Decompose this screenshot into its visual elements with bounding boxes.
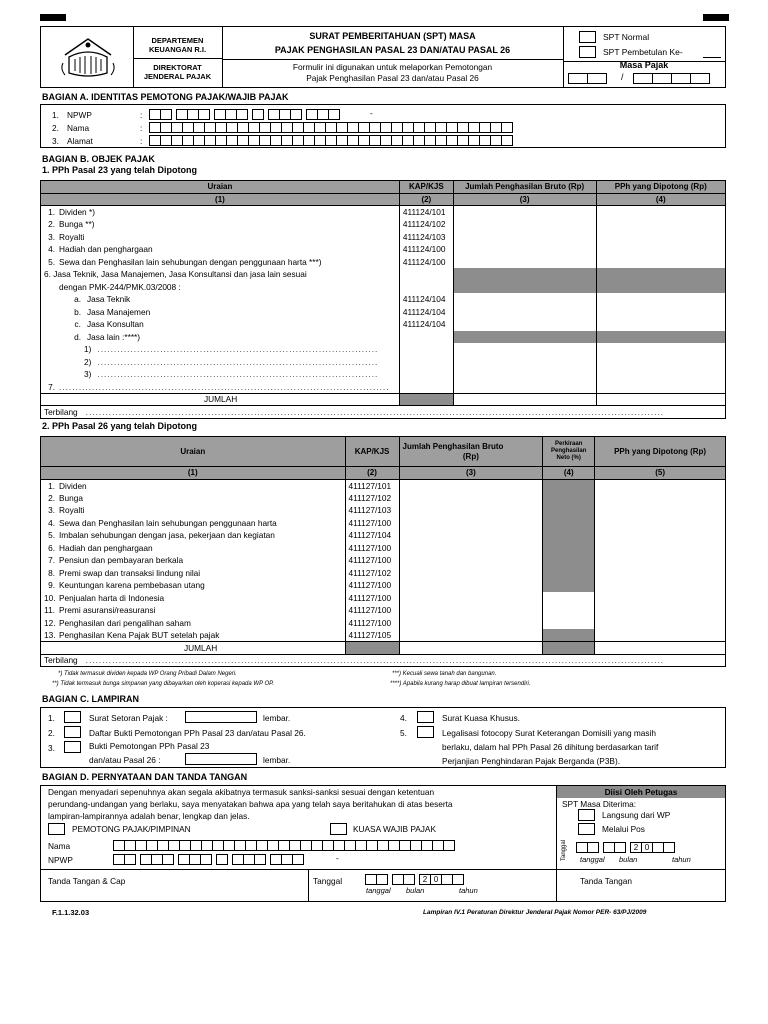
form-description-1: Formulir ini digunakan untuk melaporkan Pemotongan [292, 62, 493, 72]
pph26-total-row: JUMLAH [41, 642, 726, 655]
bukti-count-input[interactable] [185, 753, 257, 765]
petugas-header: Diisi Oleh Petugas [604, 787, 678, 797]
form-subtitle: PAJAK PENGHASILAN PASAL 23 DAN/ATAU PASAL 26 [274, 45, 511, 55]
lampiran-daftar-checkbox[interactable] [64, 726, 81, 738]
pph23-row: 1) ..................................................................................... [41, 343, 726, 356]
pph23-row: b. Jasa Manajemen 411124/104 [41, 306, 726, 319]
nama-input[interactable] [149, 122, 512, 133]
section-b2-title: 2. PPh Pasal 26 yang telah Dipotong [42, 421, 198, 431]
ttd-cap-label: Tanda Tangan & Cap [48, 876, 126, 886]
directorate-label: DIREKTORAT JENDERAL PAJAK [143, 63, 212, 81]
section-d-title: BAGIAN D. PERNYATAAN DAN TANDA TANGAN [42, 772, 248, 782]
pph23-row: 6. Jasa Teknik, Jasa Manajemen, Jasa Konsultansi dan jasa lain sesuai [41, 268, 726, 281]
nama-d-input[interactable] [113, 840, 454, 851]
section-b1-title: 1. PPh Pasal 23 yang telah Dipotong [42, 165, 198, 175]
npwp-d-label: NPWP [48, 855, 73, 865]
npwp-input[interactable] [149, 109, 339, 120]
pph26-row: 9. Keuntungan karena pembebasan utang 411127/100 [41, 579, 726, 592]
section-a-title: BAGIAN A. IDENTITAS PEMOTONG PAJAK/WAJIB PAJAK [42, 92, 289, 102]
spt-pembetulan-label: SPT Pembetulan Ke- [603, 47, 683, 57]
pph23-total-row: JUMLAH [41, 393, 726, 406]
masa-pajak-to[interactable] [633, 73, 709, 84]
pos-checkbox[interactable] [578, 823, 595, 835]
pph26-row: 12. Penghasilan dari pengalihan saham 411127/100 [41, 617, 726, 630]
pph26-table: Uraian KAP/KJS Jumlah Penghasilan Bruto (Rp) Perkiraan Penghasilan Neto (%) PPh yang Dipotong (Rp) (1) (2) (3) (4) (5) 1. Dividen 411127/101 2. Bunga 411127/102 3. Royalti 411127/103 4. Sewa dan Penghasilan lain sehubungan penggunaan harta 411127/100 5. Imbalan sehubungan dengan jasa, pekerjaan dan kegiatan 411127/104 6. Hadiah dan penghargaan 411127/100 7. Pensiun dan pembayaran berkala 411127/100 8. Premi swap dan transaksi lindung nilai 411127/102 9. Keuntungan karena pembebasan utang 411127/100 10. Penjualan harta di Indonesia 411127/100 11. Premi asuransi/reasuransi 411127/100 12. Penghasilan dari pengalihan saham 411127/100 13. Penghasilan Kena Pajak BUT setelah pajak 411127/105 JUMLAH Terbilang ............................................................................................................................................................................... [40, 436, 726, 667]
corner-mark-left [40, 14, 66, 21]
pph23-row: dengan PMK-244/PMK.03/2008 : [41, 281, 726, 294]
pph23-terbilang-row: Terbilang ............................................................................................................................................................................... [41, 406, 726, 419]
form-description-2: Pajak Penghasilan Pasal 23 dan/atau Pasal 26 [306, 73, 479, 83]
masa-pajak-label: Masa Pajak [619, 60, 669, 70]
pph23-row: 3) ..................................................................................... [41, 368, 726, 381]
pph26-row: 6. Hadiah dan penghargaan 411127/100 [41, 542, 726, 555]
tanggal-label: Tanggal [313, 876, 343, 886]
alamat-label: Alamat [67, 136, 93, 146]
npwp-label: NPWP [67, 110, 92, 120]
spt-pembetulan-checkbox[interactable] [579, 46, 596, 58]
footnote-2: **) Tidak termasuk bunga simpanan yang dibayarkan oleh koperasi kepada WP OP. [52, 681, 275, 687]
pph26-row: 3. Royalti 411127/103 [41, 504, 726, 517]
petugas-tanggal-input[interactable]: 2 0 [576, 842, 674, 853]
pph23-row: c. Jasa Konsultan 411124/104 [41, 318, 726, 331]
pph26-row: 2. Bunga 411127/102 [41, 492, 726, 505]
spt-normal-checkbox[interactable] [579, 31, 596, 43]
ssp-count-input[interactable] [185, 711, 257, 723]
langsung-checkbox[interactable] [578, 809, 595, 821]
form-header: DEPARTEMEN KEUANGAN R.I. DIREKTORAT JENDERAL PAJAK SURAT PEMBERITAHUAN (SPT) MASA PAJAK PENGHASILAN PASAL 23 DAN/ATAU PASAL 26 Formulir ini digunakan untuk melaporkan Pemotongan Pajak Penghasilan Pasal 23 dan/atau Pasal 26 SPT Normal SPT Pembetulan Ke- Masa Pajak / [40, 26, 726, 88]
section-c-title: BAGIAN C. LAMPIRAN [42, 694, 139, 704]
footnote-3: ***) Kecuali sewa tanah dan bangunan. [392, 671, 497, 677]
ttd-label: Tanda Tangan [580, 876, 632, 886]
form-title: SURAT PEMBERITAHUAN (SPT) MASA [309, 31, 476, 41]
pph26-terbilang-row: Terbilang ............................................................................................................................................................................... [41, 654, 726, 667]
tanggal-input[interactable]: 2 0 [365, 874, 463, 885]
pph23-row: 1. Dividen *) 411124/101 [41, 206, 726, 219]
corner-mark-right [703, 14, 729, 21]
npwp-d-input[interactable] [113, 854, 303, 865]
pph26-row: 7. Pensiun dan pembayaran berkala 411127/100 [41, 554, 726, 567]
pph26-row: 5. Imbalan sehubungan dengan jasa, pekerjaan dan kegiatan 411127/104 [41, 529, 726, 542]
kuasa-checkbox[interactable] [330, 823, 347, 835]
masa-pajak-from[interactable] [568, 73, 606, 84]
regulation-reference: Lampiran IV.1 Peraturan Direktur Jenderal Pajak Nomor PER- 63/PJ/2009 [423, 909, 647, 916]
pph23-row: 2. Bunga **) 411124/102 [41, 218, 726, 231]
pph23-row: d. Jasa lain :****) [41, 331, 726, 344]
lampiran-bukti-checkbox[interactable] [64, 741, 81, 753]
pph23-row: a. Jasa Teknik 411124/104 [41, 293, 726, 306]
pph26-row: 8. Premi swap dan transaksi lindung nilai 411127/102 [41, 567, 726, 580]
pph23-row: 3. Royalti 411124/103 [41, 231, 726, 244]
spt-normal-label: SPT Normal [603, 32, 650, 42]
lampiran-ssp-checkbox[interactable] [64, 711, 81, 723]
nama-d-label: Nama [48, 841, 71, 851]
footnote-1: *) Tidak termasuk dividen kepada WP Orang Pribadi Dalam Negeri. [58, 671, 237, 677]
section-b-title: BAGIAN B. OBJEK PAJAK [42, 154, 155, 164]
pph26-row: 13. Penghasilan Kena Pajak BUT setelah pajak 411127/105 [41, 629, 726, 642]
form-code: F.1.1.32.03 [52, 908, 90, 917]
pph23-row: 7. .................................................................................................... [41, 381, 726, 394]
nama-label: Nama [67, 123, 90, 133]
lampiran-domisili-checkbox[interactable] [417, 726, 434, 738]
dept-label: DEPARTEMEN KEUANGAN R.I. [148, 36, 207, 54]
pph23-table: Uraian KAP/KJS Jumlah Penghasilan Bruto (Rp) PPh yang Dipotong (Rp) (1) (2) (3) (4) 1. Dividen *) 411124/101 2. Bunga **) 411124/102 3. Royalti 411124/103 4. Hadiah dan penghargaan 411124/100 5. Sewa dan Penghasilan lain sehubungan dengan penggunaan harta ***) 411124/100 6. Jasa Teknik, Jasa Manajemen, Jasa Konsultansi dan jasa lain sesuai dengan PMK-244/PMK.03/2008 : a. Jasa Teknik 411124/104 b. Jasa Manajemen 411124/104 c. Jasa Konsultan 411124/104 d. Jasa lain :****) 1) ..................................................................................... 2) ..................................................................................... 3) ..................................................................................... 7. .................................................................................................... JUMLAH Terbilang ............................................................................................................................................................................... [40, 180, 726, 419]
pph23-row: 4. Hadiah dan penghargaan 411124/100 [41, 243, 726, 256]
pph23-row: 5. Sewa dan Penghasilan lain sehubungan dengan penggunaan harta ***) 411124/100 [41, 256, 726, 269]
pemotong-checkbox[interactable] [48, 823, 65, 835]
pph26-row: 1. Dividen 411127/101 [41, 479, 726, 492]
ministry-logo-icon [57, 33, 119, 81]
pph23-row: 2) ..................................................................................... [41, 356, 726, 369]
pph26-row: 10. Penjualan harta di Indonesia 411127/100 [41, 592, 726, 605]
pph26-row: 11. Premi asuransi/reasuransi 411127/100 [41, 604, 726, 617]
alamat-input[interactable] [149, 135, 512, 146]
pph26-row: 4. Sewa dan Penghasilan lain sehubungan penggunaan harta 411127/100 [41, 517, 726, 530]
footnote-4: ****) Apabila kurang harap dibuat lampiran tersendiri. [390, 681, 531, 687]
lampiran-kuasa-checkbox[interactable] [417, 711, 434, 723]
